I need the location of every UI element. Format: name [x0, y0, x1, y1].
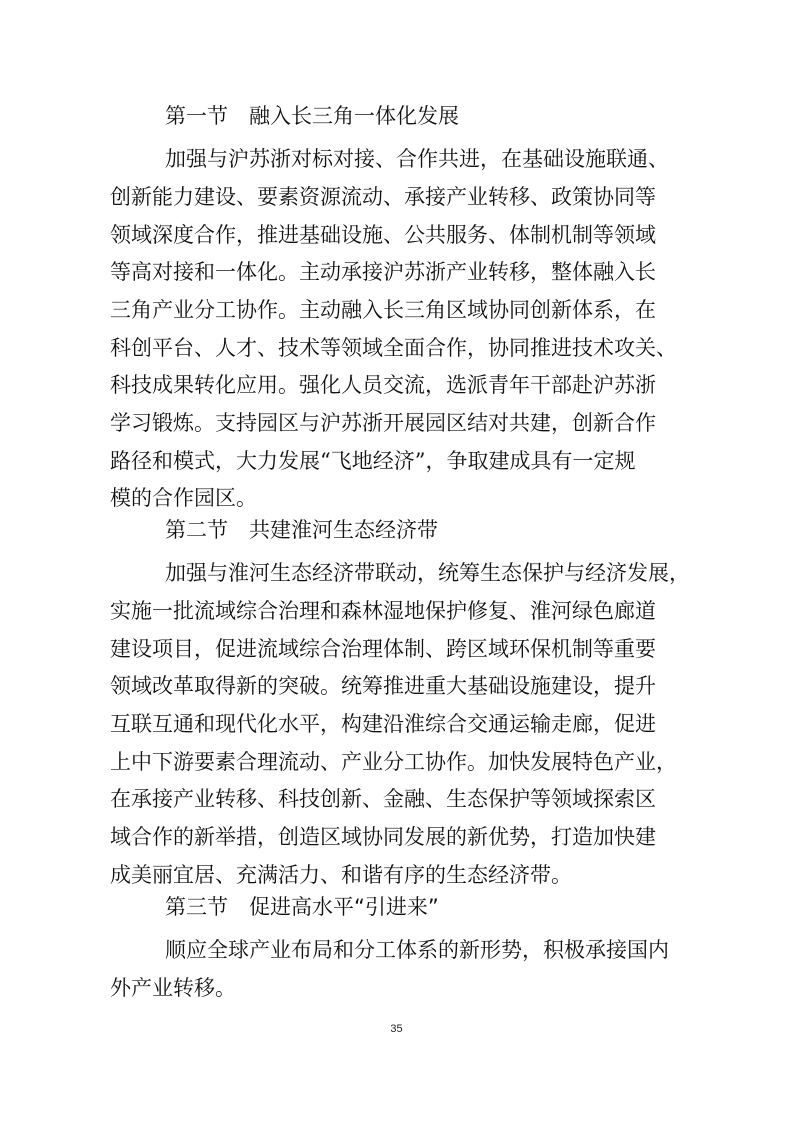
paragraph-2-line-1: 加强与淮河生态经济带联动，统筹生态保护与经济发展，	[165, 561, 690, 585]
paragraph-2-line-3: 建设项目，促进流域综合治理体制、跨区域环保机制等重要	[110, 637, 656, 661]
paragraph-1-line-2: 创新能力建设、要素资源流动、承接产业转移、政策协同等	[110, 185, 656, 209]
paragraph-1-line-4: 等高对接和一体化。主动承接沪苏浙产业转移，整体融入长	[110, 260, 656, 284]
paragraph-2-line-7: 在承接产业转移、科技创新、金融、生态保护等领域探索区	[110, 787, 656, 811]
paragraph-2-line-2: 实施一批流域综合治理和森林湿地保护修复、淮河绿色廊道	[110, 599, 656, 623]
paragraph-1-line-10: 模的合作园区。	[110, 486, 257, 510]
paragraph-2-line-9: 成美丽宜居、充满活力、和谐有序的生态经济带。	[110, 863, 572, 887]
paragraph-3-line-1: 顺应全球产业布局和分工体系的新形势，积极承接国内	[165, 938, 669, 962]
paragraph-1-line-1: 加强与沪苏浙对标对接、合作共进，在基础设施联通、	[165, 147, 669, 171]
paragraph-1-line-3: 领域深度合作，推进基础设施、公共服务、体制机制等领域	[110, 223, 656, 247]
paragraph-1-line-9: 路径和模式，大力发展“飞地经济”，争取建成具有一定规	[110, 449, 636, 473]
section-1-heading: 第一节 融入长三角一体化发展	[165, 104, 459, 128]
section-2-heading: 第二节 共建淮河生态经济带	[165, 518, 438, 542]
paragraph-2-line-5: 互联互通和现代化水平，构建沿淮综合交通运输走廊，促进	[110, 712, 656, 736]
paragraph-1-line-8: 学习锻炼。支持园区与沪苏浙开展园区结对共建，创新合作	[110, 411, 656, 435]
paragraph-2-line-8: 域合作的新举措，创造区域协同发展的新优势，打造加快建	[110, 825, 656, 849]
paragraph-3-line-2: 外产业转移。	[110, 976, 236, 1000]
page-number: 35	[390, 1023, 403, 1035]
section-3-heading: 第三节 促进高水平“引进来”	[165, 895, 439, 919]
paragraph-1-line-7: 科技成果转化应用。强化人员交流，选派青年干部赴沪苏浙	[110, 373, 656, 397]
paragraph-2-line-6: 上中下游要素合理流动、产业分工协作。加快发展特色产业，	[110, 750, 677, 774]
paragraph-2-line-4: 领域改革取得新的突破。统筹推进重大基础设施建设，提升	[110, 674, 656, 698]
paragraph-1-line-6: 科创平台、人才、技术等领域全面合作，协同推进技术攻关、	[110, 336, 677, 360]
paragraph-1-line-5: 三角产业分工协作。主动融入长三角区域协同创新体系，在	[110, 298, 656, 322]
